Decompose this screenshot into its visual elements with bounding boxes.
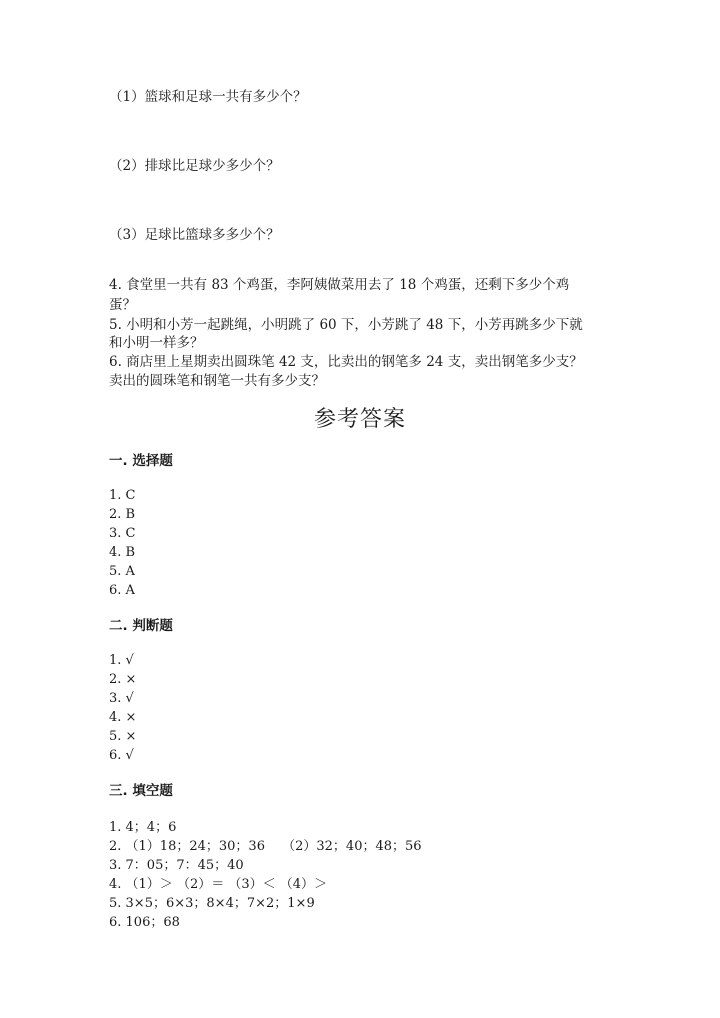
problem-4-line-1: 4. 食堂里一共有 83 个鸡蛋，李阿姨做菜用去了 18 个鸡蛋，还剩下多少个鸡 xyxy=(109,277,570,293)
subquestion-2: （2）排球比足球少多少个？ xyxy=(109,158,280,174)
answer-item: 5. × xyxy=(109,729,137,744)
section-heading-fill-in: 三. 填空题 xyxy=(109,783,173,799)
answer-item: 2. × xyxy=(109,672,137,687)
answer-item: 3. √ xyxy=(109,691,134,706)
answer-item: 6. 106；68 xyxy=(109,915,180,930)
answer-item: 2. （1）18；24；30；36 （2）32；40；48；56 xyxy=(109,839,422,854)
problem-4-line-2: 蛋？ xyxy=(109,297,136,313)
section-heading-choice: 一. 选择题 xyxy=(109,453,173,469)
answer-item: 3. C xyxy=(109,526,136,541)
section-heading-judgement: 二. 判断题 xyxy=(109,618,173,634)
answer-item: 5. A xyxy=(109,564,135,579)
answer-item: 4. B xyxy=(109,545,136,560)
answer-title: 参考答案 xyxy=(313,407,406,432)
problem-6-line-2: 卖出的圆珠笔和钢笔一共有多少支？ xyxy=(109,373,325,389)
answer-item: 6. A xyxy=(109,583,135,598)
problem-5-line-1: 5. 小明和小芳一起跳绳，小明跳了 60 下，小芳跳了 48 下，小芳再跳多少下就 xyxy=(109,317,583,333)
answer-item: 1. 4；4；6 xyxy=(109,820,177,835)
answer-item: 1. C xyxy=(109,488,136,503)
answer-item: 4. （1）＞ （2）＝ （3）＜ （4）＞ xyxy=(109,877,328,892)
answer-item: 5. 3×5；6×3；8×4；7×2；1×9 xyxy=(109,896,315,911)
answer-item: 1. √ xyxy=(109,653,134,668)
subquestion-1: （1）篮球和足球一共有多少个？ xyxy=(109,89,307,105)
answer-item: 3. 7：05；7：45；40 xyxy=(109,858,244,873)
answer-item: 2. B xyxy=(109,507,136,522)
subquestion-3: （3）足球比篮球多多少个？ xyxy=(109,227,280,243)
answer-item: 4. × xyxy=(109,710,137,725)
problem-5-line-2: 和小明一样多？ xyxy=(109,335,204,351)
problem-6-line-1: 6. 商店里上星期卖出圆珠笔 42 支，比卖出的钢笔多 24 支，卖出钢笔多少支？ xyxy=(109,354,583,370)
answer-item: 6. √ xyxy=(109,748,134,763)
